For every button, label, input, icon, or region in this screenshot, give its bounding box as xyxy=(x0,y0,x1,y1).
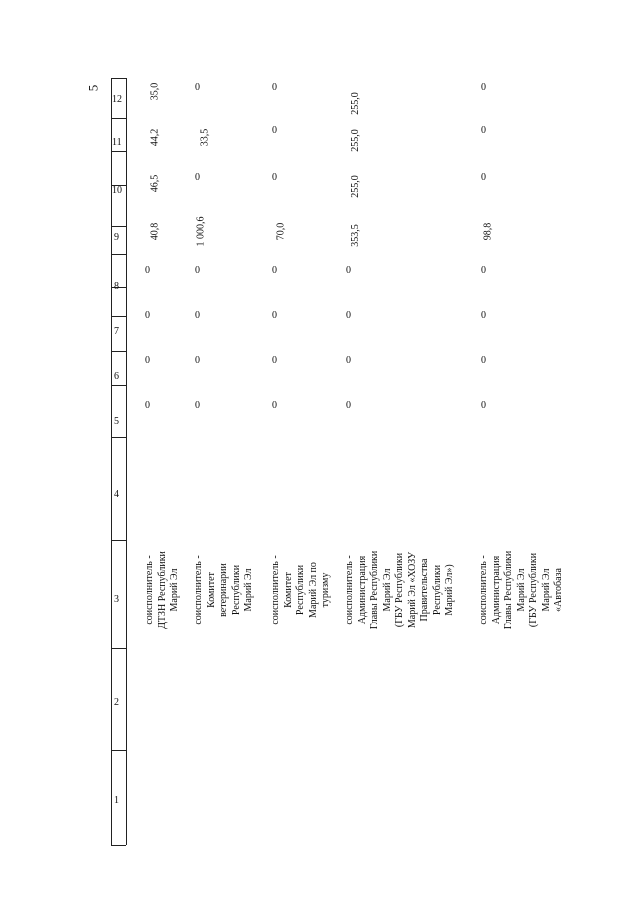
cell-c9: 98,8 xyxy=(482,222,494,241)
cell-c11: 33,5 xyxy=(199,128,211,147)
cell-c8: 0 xyxy=(481,265,486,276)
col-header-12: 12 xyxy=(112,94,122,105)
cell-executor: соисполнитель - Комитет ветеринарии Республики Марий Эл xyxy=(193,555,254,625)
col-header-6: 6 xyxy=(114,371,119,382)
cell-c12: 0 xyxy=(195,82,200,93)
cell-c8: 0 xyxy=(195,265,200,276)
cell-c7: 0 xyxy=(272,310,277,321)
cell-c12: 35,0 xyxy=(149,82,161,101)
cell-executor: соисполнитель - Комитет Республики Марий Эл по туризму xyxy=(270,555,331,625)
cell-c10: 255,0 xyxy=(349,175,361,198)
cell-c10: 0 xyxy=(272,172,277,183)
col-header-8: 8 xyxy=(114,281,119,292)
cell-c10: 0 xyxy=(195,172,200,183)
col-header-5: 5 xyxy=(114,416,119,427)
col-header-3: 3 xyxy=(114,594,119,605)
cell-c7: 0 xyxy=(346,310,351,321)
cell-c5: 0 xyxy=(272,400,277,411)
cell-c10: 46,5 xyxy=(149,174,161,193)
cell-c12: 0 xyxy=(272,82,277,93)
col-header-9: 9 xyxy=(114,232,119,243)
cell-c10: 0 xyxy=(481,172,486,183)
cell-c5: 0 xyxy=(195,400,200,411)
cell-c7: 0 xyxy=(195,310,200,321)
col-header-10: 10 xyxy=(112,185,122,196)
cell-c8: 0 xyxy=(145,265,150,276)
cell-c9: 1 000,6 xyxy=(195,216,207,247)
cell-c8: 0 xyxy=(272,265,277,276)
cell-c5: 0 xyxy=(481,400,486,411)
cell-c12: 255,0 xyxy=(349,92,361,115)
cell-c12: 0 xyxy=(481,82,486,93)
cell-c8: 0 xyxy=(346,265,351,276)
cell-c11: 0 xyxy=(481,125,486,136)
cell-c9: 353,5 xyxy=(349,224,361,247)
header-line-right xyxy=(126,78,127,845)
cell-executor: соисполнитель - ДТЗН Республики Марий Эл xyxy=(144,551,180,629)
cell-c9: 40,8 xyxy=(149,222,161,241)
cell-c11: 255,0 xyxy=(349,129,361,152)
col-header-11: 11 xyxy=(112,137,122,148)
cell-c6: 0 xyxy=(272,355,277,366)
cell-c6: 0 xyxy=(145,355,150,366)
cell-executor: соисполнитель - Администрация Главы Республики Марий Эл (ГБУ Республики Марий Эл «Автобаза xyxy=(478,550,564,630)
col-header-1: 1 xyxy=(114,795,119,806)
cell-executor: соисполнитель - Администрация Главы Республики Марий Эл (ГБУ Республики Марий Эл «ХОЗУ Правительства Республики Марий Эл») xyxy=(344,550,455,630)
cell-c6: 0 xyxy=(195,355,200,366)
cell-c7: 0 xyxy=(145,310,150,321)
cell-c9: 70,0 xyxy=(275,222,287,241)
cell-c7: 0 xyxy=(481,310,486,321)
cell-c5: 0 xyxy=(346,400,351,411)
cell-c6: 0 xyxy=(346,355,351,366)
cell-c11: 44,2 xyxy=(149,128,161,147)
cell-c6: 0 xyxy=(481,355,486,366)
col-header-2: 2 xyxy=(114,697,119,708)
col-header-7: 7 xyxy=(114,326,119,337)
cell-c11: 0 xyxy=(272,125,277,136)
cell-c5: 0 xyxy=(145,400,150,411)
page-number: 5 xyxy=(85,84,101,92)
col-header-4: 4 xyxy=(114,489,119,500)
